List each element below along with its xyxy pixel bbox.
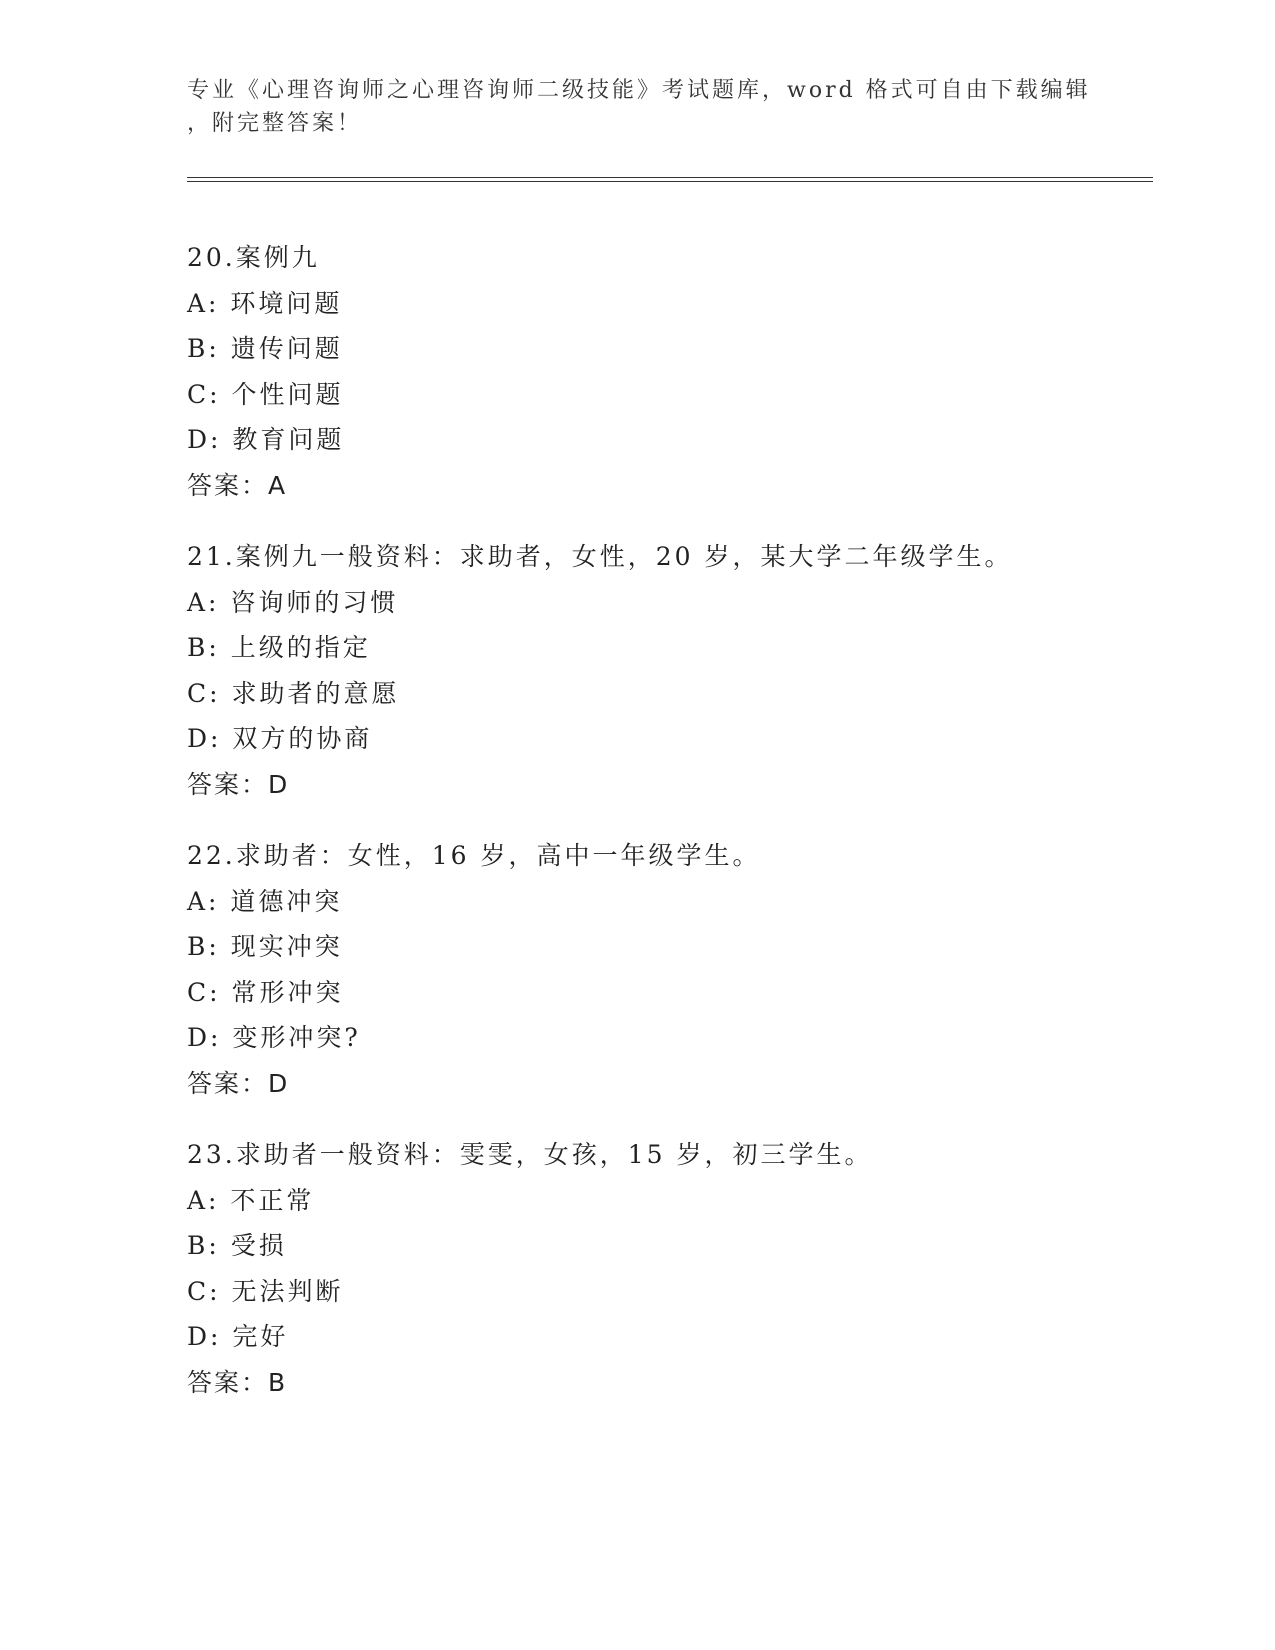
option-c: C: 无法判断 [187, 1276, 344, 1306]
option-d: D: 双方的协商 [187, 724, 373, 753]
option-c: C: 个性问题 [187, 379, 344, 409]
option-c: C: 常形冲突 [187, 977, 344, 1007]
option-c: C: 求助者的意愿 [187, 678, 400, 708]
question-item-22 [187, 833, 1147, 1106]
question-list [187, 235, 1147, 1431]
header-title-line-2: ，附完整答案！ [187, 111, 363, 136]
header-title-line-1: 专业《心理咨询师之心理咨询师二级技能》考试题库，word 格式可自由下载编辑 [187, 78, 1091, 103]
answer-line: 答案：B [187, 1367, 288, 1397]
option-a: A: 不正常 [187, 1185, 315, 1215]
answer-line: 答案：A [187, 470, 288, 500]
option-b: B: 上级的指定 [187, 633, 371, 662]
question-stem: 20.案例九 [187, 243, 320, 272]
question-stem: 22.求助者：女性，16 岁，高中一年级学生。 [187, 841, 761, 870]
answer-line: 答案：D [187, 1068, 290, 1098]
header-divider-bottom [187, 181, 1153, 182]
option-a: A: 环境问题 [187, 288, 343, 318]
option-d: D: 变形冲突? [187, 1023, 361, 1052]
option-a: A: 咨询师的习惯 [187, 587, 399, 617]
option-b: B: 受损 [187, 1231, 287, 1260]
option-a: A: 道德冲突 [187, 886, 343, 916]
option-d: D: 教育问题 [187, 425, 345, 454]
question-item-23 [187, 1132, 1147, 1405]
header-divider-top [187, 177, 1153, 178]
answer-line: 答案：D [187, 769, 290, 799]
question-item-21 [187, 534, 1147, 807]
question-item-20 [187, 235, 1147, 508]
question-stem: 21.案例九一般资料：求助者，女性，20 岁，某大学二年级学生。 [187, 542, 1013, 571]
document-header [187, 74, 1091, 140]
option-d: D: 完好 [187, 1322, 289, 1351]
option-b: B: 现实冲突 [187, 932, 343, 961]
question-stem: 23.求助者一般资料：雯雯，女孩，15 岁，初三学生。 [187, 1140, 873, 1169]
option-b: B: 遗传问题 [187, 334, 343, 363]
